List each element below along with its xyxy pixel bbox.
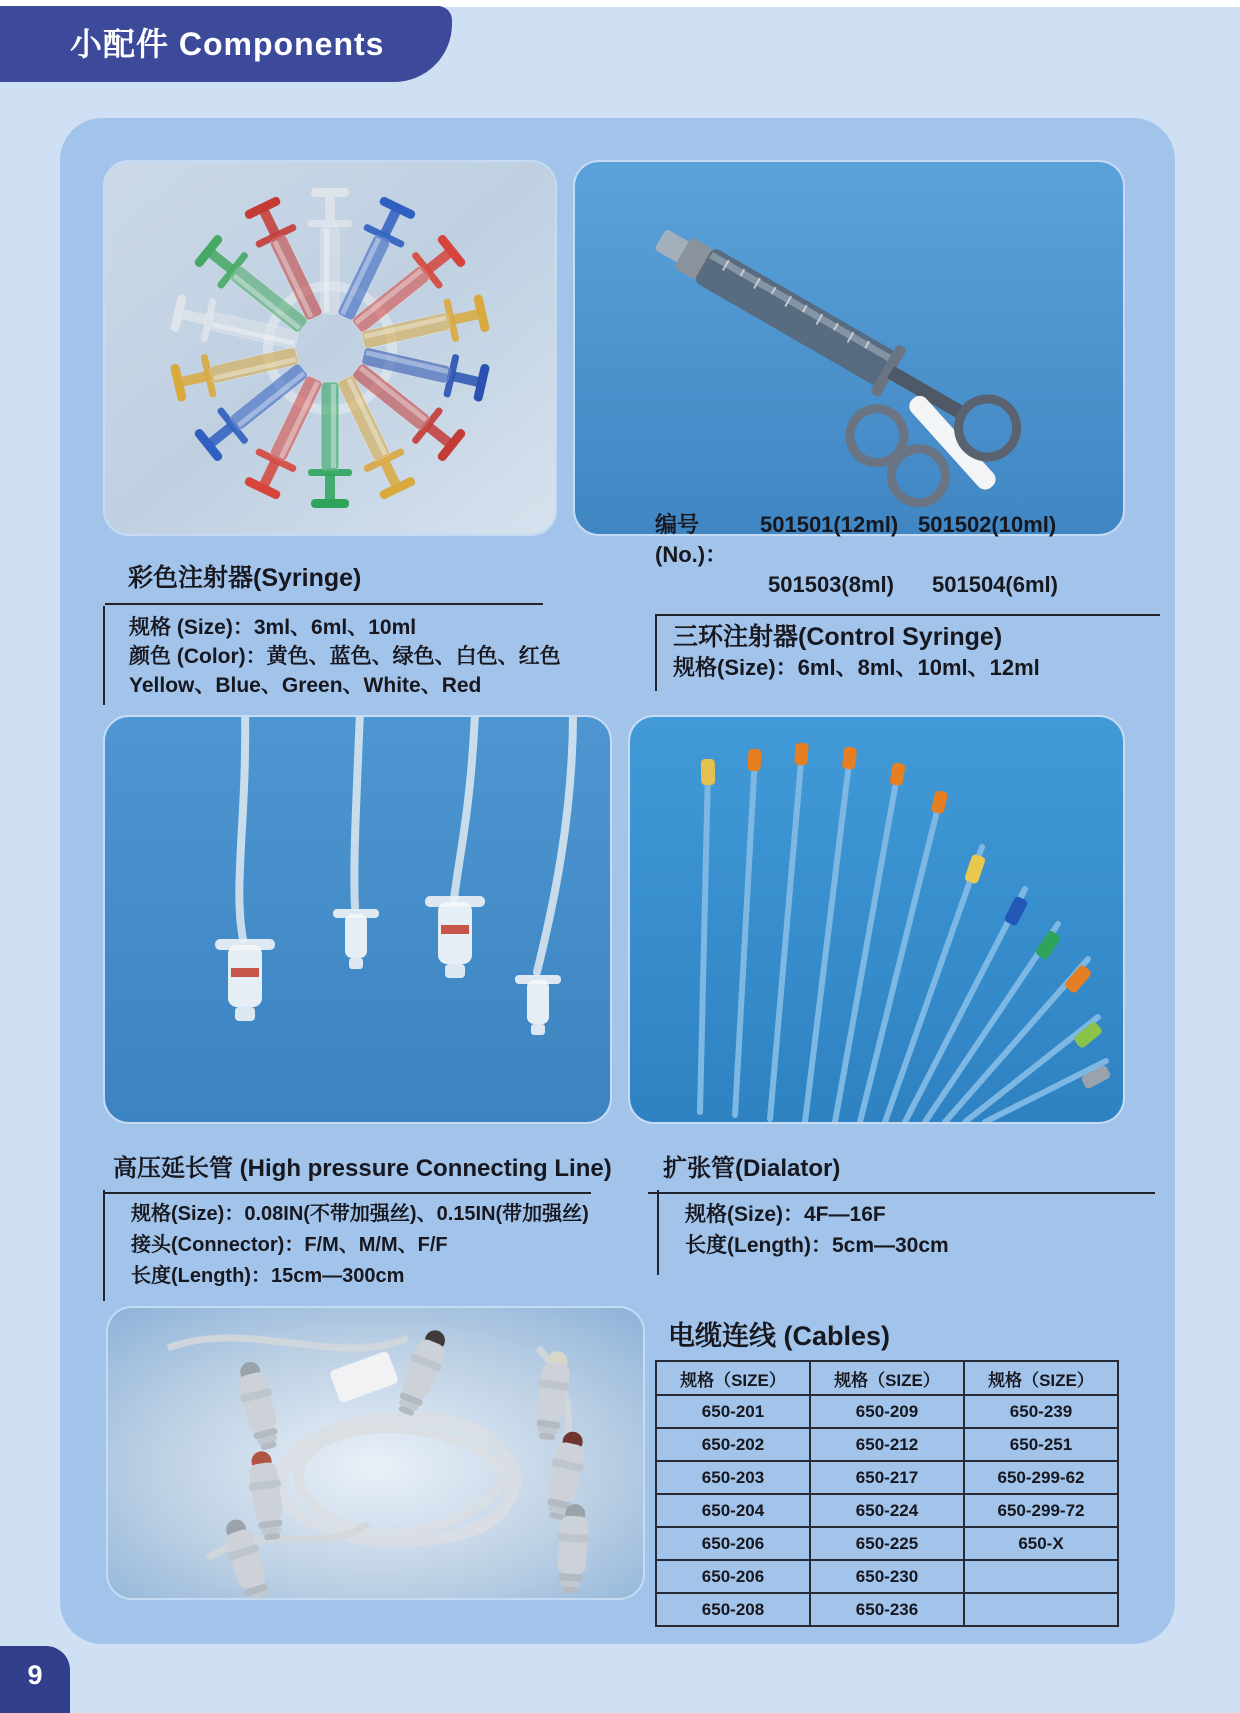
connecting-lines-photo-image bbox=[105, 717, 610, 1122]
table-cell bbox=[964, 1560, 1118, 1593]
table-row bbox=[656, 1593, 1118, 1626]
cables-photo-image bbox=[108, 1308, 643, 1598]
syringes-photo-image bbox=[105, 162, 555, 534]
number-value: 501501(12ml) bbox=[760, 512, 899, 537]
syringe-spec-color-en: Yellow、Blue、Green、White、Red bbox=[129, 674, 482, 697]
table-cell: 650-224 bbox=[810, 1494, 964, 1527]
dilator-spec-length: 长度(Length)：5cm—30cm bbox=[685, 1234, 949, 1257]
table-cell: 650-251 bbox=[964, 1428, 1118, 1461]
high-pressure-spec-connector: 接头(Connector)：F/M、M/M、F/F bbox=[131, 1234, 448, 1256]
number-row bbox=[655, 570, 1102, 600]
table-cell bbox=[964, 1593, 1118, 1626]
table-cell: 650-X bbox=[964, 1527, 1118, 1560]
header-banner bbox=[0, 6, 452, 82]
control-syringe-photo-image bbox=[575, 162, 1123, 534]
high-pressure-spec-length: 长度(Length)：15cm—300cm bbox=[131, 1265, 405, 1287]
table-cell: 650-225 bbox=[810, 1527, 964, 1560]
table-row bbox=[656, 1527, 1118, 1560]
high-pressure-section-title: 高压延长管 (High pressure Connecting Line) bbox=[105, 1148, 591, 1194]
dilator-photo-image bbox=[630, 717, 1123, 1122]
table-cell: 650-212 bbox=[810, 1428, 964, 1461]
control-syringe-spec-size: 规格(Size)：6ml、8ml、10ml、12ml bbox=[673, 655, 1040, 680]
table-row bbox=[656, 1461, 1118, 1494]
dilator-section-title: 扩张管(Dialator) bbox=[648, 1148, 1155, 1194]
dilator-spec-size: 规格(Size)：4F—16F bbox=[685, 1203, 886, 1226]
control-syringe-photo bbox=[575, 162, 1123, 534]
table-row bbox=[656, 1560, 1118, 1593]
high-pressure-spec-size: 规格(Size)：0.08IN(不带加强丝)、0.15IN(带加强丝) bbox=[131, 1203, 589, 1225]
number-value: 501503(8ml) bbox=[768, 572, 894, 597]
table-cell: 650-299-62 bbox=[964, 1461, 1118, 1494]
control-syringe-numbers bbox=[655, 510, 1102, 600]
table-cell: 650-239 bbox=[964, 1395, 1118, 1428]
table-row bbox=[656, 1428, 1118, 1461]
table-cell: 650-208 bbox=[656, 1593, 810, 1626]
cables-photo bbox=[108, 1308, 643, 1598]
table-cell: 650-202 bbox=[656, 1428, 810, 1461]
table-cell: 650-236 bbox=[810, 1593, 964, 1626]
table-cell: 650-203 bbox=[656, 1461, 810, 1494]
syringe-spec-size: 规格 (Size)：3ml、6ml、10ml bbox=[129, 616, 417, 639]
number-label: 编号(No.)： bbox=[655, 512, 728, 567]
syringe-spec-box bbox=[103, 606, 599, 705]
number-value: 501502(10ml) bbox=[918, 512, 1057, 537]
table-cell: 650-206 bbox=[656, 1560, 810, 1593]
table-cell: 650-206 bbox=[656, 1527, 810, 1560]
cables-section-title: 电缆连线 (Cables) bbox=[668, 1321, 891, 1351]
table-header-cell: 规格（SIZE） bbox=[964, 1361, 1118, 1395]
cables-size-table bbox=[655, 1360, 1119, 1627]
number-row bbox=[655, 510, 1102, 570]
high-pressure-spec-box bbox=[103, 1190, 636, 1301]
table-row bbox=[656, 1494, 1118, 1527]
table-cell: 650-299-72 bbox=[964, 1494, 1118, 1527]
table-header-cell: 规格（SIZE） bbox=[656, 1361, 810, 1395]
table-cell: 650-209 bbox=[810, 1395, 964, 1428]
dilator-spec-box bbox=[657, 1190, 1115, 1275]
table-cell: 650-230 bbox=[810, 1560, 964, 1593]
syringe-spec-color: 颜色 (Color)：黄色、蓝色、绿色、白色、红色 bbox=[129, 645, 561, 668]
dilator-photo bbox=[630, 717, 1123, 1122]
control-syringe-spec-box bbox=[655, 614, 1160, 691]
table-header-row bbox=[656, 1361, 1118, 1395]
table-row bbox=[656, 1395, 1118, 1428]
number-value: 501504(6ml) bbox=[932, 572, 1058, 597]
page-number-badge bbox=[0, 1646, 70, 1713]
syringe-section-title: 彩色注射器(Syringe) bbox=[105, 558, 543, 605]
page-number: 9 bbox=[27, 1660, 43, 1690]
number-label-spacer bbox=[655, 570, 760, 600]
connecting-lines-photo bbox=[105, 717, 610, 1122]
syringes-photo bbox=[105, 162, 555, 534]
table-header-cell: 规格（SIZE） bbox=[810, 1361, 964, 1395]
control-syringe-title: 三环注射器(Control Syringe) bbox=[673, 623, 1003, 651]
table-cell: 650-201 bbox=[656, 1395, 810, 1428]
table-cell: 650-217 bbox=[810, 1461, 964, 1494]
page-title: 小配件 Components bbox=[70, 26, 385, 62]
table-cell: 650-204 bbox=[656, 1494, 810, 1527]
